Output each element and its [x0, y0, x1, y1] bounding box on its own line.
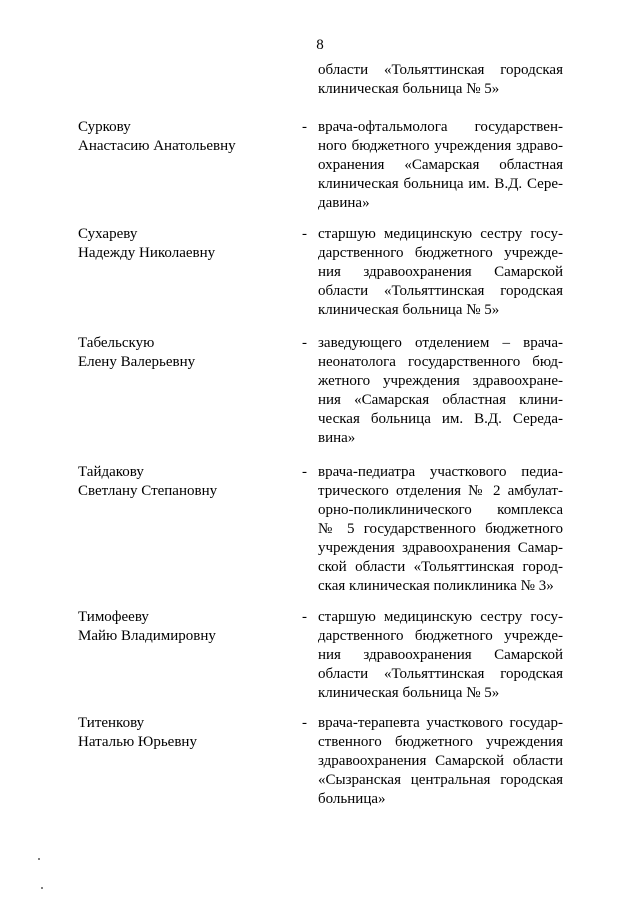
- surname: Суркову: [78, 119, 131, 135]
- position-description: [318, 714, 563, 809]
- description-line: врача-офтальмолога государствен-: [318, 119, 563, 135]
- description-line: клиническая больница № 5»: [318, 81, 500, 97]
- position-description: [318, 608, 563, 703]
- dash-separator: -: [302, 609, 307, 625]
- surname: Титенкову: [78, 715, 145, 731]
- person-name: [78, 225, 278, 263]
- description-line: врача-терапевта участкового государ-: [318, 715, 563, 731]
- description-line: ния здравоохранения Самарской: [318, 264, 563, 280]
- person-name: [78, 463, 278, 501]
- given-names: Майю Владимировну: [78, 628, 216, 644]
- position-description: [318, 463, 563, 596]
- description-line: области «Тольяттинская городская: [318, 283, 563, 299]
- description-line: трического отделения № 2 амбулат-: [318, 483, 563, 499]
- description-line: ного бюджетного учреждения здраво-: [318, 138, 563, 154]
- description-line: ния здравоохранения Самарской: [318, 647, 563, 663]
- dash-separator: -: [302, 715, 307, 731]
- position-description: [318, 334, 563, 448]
- description-line: неонатолога государственного бюд-: [318, 354, 563, 370]
- description-line: врача-педиатра участкового педиа-: [318, 464, 563, 480]
- description-line: ственного бюджетного учреждения: [318, 734, 563, 750]
- dash-separator: -: [302, 226, 307, 242]
- scan-speck: [38, 858, 40, 860]
- description-line: здравоохранения Самарской области: [318, 753, 563, 769]
- description-line: ния «Самарская областная клини-: [318, 392, 563, 408]
- description-line: области «Тольяттинская городская: [318, 666, 563, 682]
- person-name: [78, 334, 278, 372]
- description-line: дарственного бюджетного учрежде-: [318, 245, 563, 261]
- surname: Табельскую: [78, 335, 155, 351]
- description-line: дарственного бюджетного учрежде-: [318, 628, 563, 644]
- surname: Тайдакову: [78, 464, 144, 480]
- given-names: Светлану Степановну: [78, 483, 218, 499]
- description-line: жетного учреждения здравоохране-: [318, 373, 563, 389]
- dash-separator: -: [302, 464, 307, 480]
- given-names: Елену Валерьевну: [78, 354, 196, 370]
- description-line: старшую медицинскую сестру госу-: [318, 609, 563, 625]
- position-description: [318, 118, 563, 213]
- surname: Тимофееву: [78, 609, 149, 625]
- description-line: учреждения здравоохранения Самар-: [318, 540, 563, 556]
- description-line: вина»: [318, 430, 356, 446]
- description-line: «Сызранская центральная городская: [318, 772, 563, 788]
- description-line: охранения «Самарская областная: [318, 157, 563, 173]
- scan-speck: [41, 887, 43, 889]
- description-line: ческая больница им. В.Д. Середа-: [318, 411, 563, 427]
- surname: Сухареву: [78, 226, 138, 242]
- description-line: клиническая больница им. В.Д. Сере-: [318, 176, 563, 192]
- description-line: области «Тольяттинская городская: [318, 62, 563, 78]
- description-line: клиническая больница № 5»: [318, 302, 500, 318]
- person-name: [78, 608, 278, 646]
- description-line: ской области «Тольяттинская город-: [318, 559, 563, 575]
- description-line: больница»: [318, 791, 386, 807]
- description-line: заведующего отделением – врача-: [318, 335, 563, 351]
- description-line: ская клиническая поликлиника № 3»: [318, 578, 554, 594]
- person-name: [78, 118, 278, 156]
- description-line: давина»: [318, 195, 370, 211]
- description-line: клиническая больница № 5»: [318, 685, 500, 701]
- page-number: 8: [316, 37, 324, 53]
- position-description: [318, 225, 563, 320]
- person-name: [78, 714, 278, 752]
- dash-separator: -: [302, 119, 307, 135]
- given-names: Надежду Николаевну: [78, 245, 216, 261]
- given-names: Анастасию Анатольевну: [78, 138, 236, 154]
- description-line: орно-поликлинического комплекса: [318, 502, 563, 518]
- given-names: Наталью Юрьевну: [78, 734, 197, 750]
- description-line: старшую медицинскую сестру госу-: [318, 226, 563, 242]
- dash-separator: -: [302, 335, 307, 351]
- description-line: № 5 государственного бюджетного: [318, 521, 563, 537]
- continued-description: [318, 61, 563, 99]
